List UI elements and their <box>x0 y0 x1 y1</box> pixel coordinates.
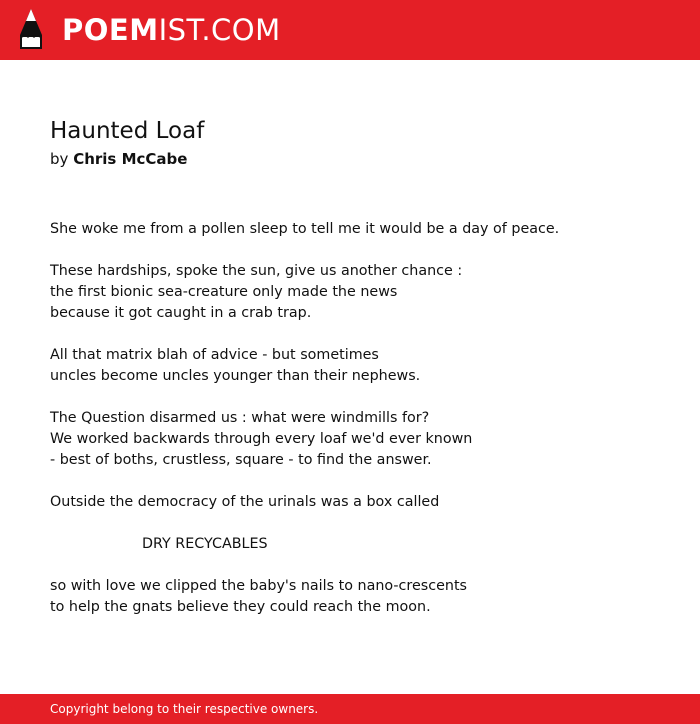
poem-line: uncles become uncles younger than their nephews. <box>50 368 421 384</box>
poem-line: so with love we clipped the baby's nails to nano-crescents <box>50 578 467 594</box>
poem-line: because it got caught in a crab trap. <box>50 305 312 321</box>
stanza <box>50 576 670 618</box>
stanza <box>50 345 670 387</box>
stanza <box>50 408 670 471</box>
poem-line: We worked backwards through every loaf we'd ever known <box>50 431 473 447</box>
logo-light-text: IST.COM <box>158 13 281 47</box>
copyright-text: Copyright belong to their respective owners. <box>50 702 319 716</box>
poem-line: All that matrix blah of advice - but sometimes <box>50 347 379 363</box>
poem-line: These hardships, spoke the sun, give us another chance : <box>50 263 463 279</box>
pencil-logo-icon[interactable] <box>18 9 44 51</box>
poem-line: She woke me from a pollen sleep to tell me it would be a day of peace. <box>50 221 560 237</box>
poem-body <box>50 219 670 639</box>
stanza <box>50 492 670 513</box>
poem-author: Chris McCabe <box>73 150 188 168</box>
stanza <box>50 219 670 240</box>
by-label: by <box>50 150 69 168</box>
site-footer <box>0 694 700 724</box>
poem-line: Outside the democracy of the urinals was a box called <box>50 494 440 510</box>
poem-line: the first bionic sea-creature only made the news <box>50 284 398 300</box>
stanza <box>50 534 670 555</box>
poem-line: - best of boths, crustless, square - to find the answer. <box>50 452 432 468</box>
logo-bold-text: POEM <box>62 13 159 47</box>
site-logo[interactable] <box>62 13 281 47</box>
poem-line-indented: DRY RECYCABLES <box>142 536 268 552</box>
poem-title: Haunted Loaf <box>50 118 205 144</box>
poem-line: to help the gnats believe they could reach the moon. <box>50 599 431 615</box>
poem-line: The Question disarmed us : what were windmills for? <box>50 410 430 426</box>
site-header <box>0 0 700 60</box>
poem-byline <box>50 148 187 170</box>
stanza <box>50 261 670 324</box>
